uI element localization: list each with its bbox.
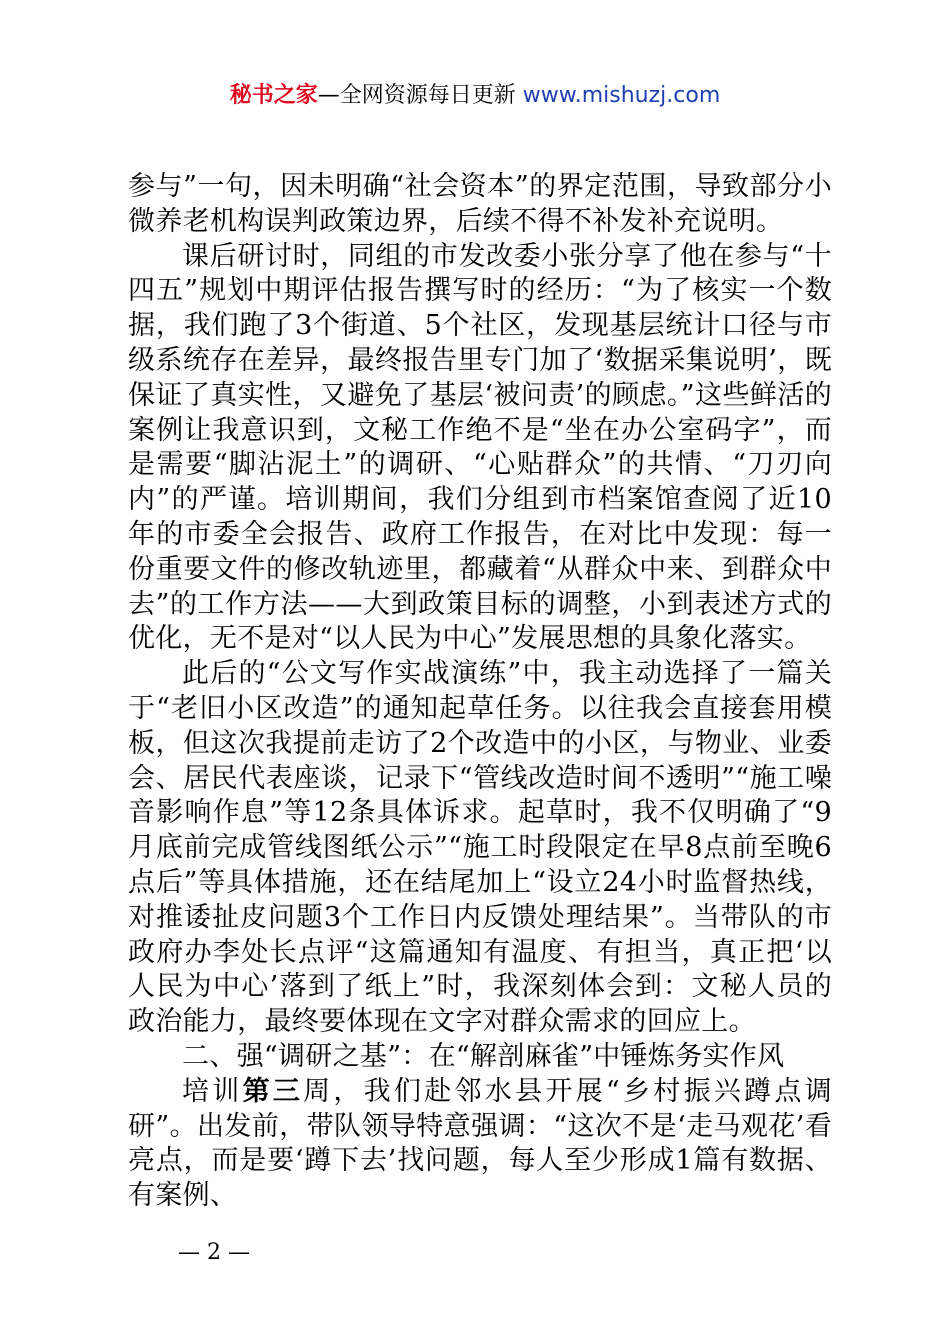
paragraph-4-lead: 培训 (182, 1075, 243, 1107)
paragraph-4-rest: 周，我们赴邻水县开展“乡村振兴蹲点调研”。出发前，带队领导特意强调：“这次不是‘走马观花’看亮点，而是要‘蹲下去’找问题，每人至少形成1篇有数据、有案例、 (128, 1075, 832, 1212)
document-body (128, 170, 832, 1214)
section-heading-2: 二、强“调研之基”：在“解剖麻雀”中锤炼务实作风 (182, 1040, 785, 1072)
paragraph-2: 课后研讨时，同组的市发改委小张分享了他在参与“十四五”规划中期评估报告撰写时的经历：“为了核实一个数据，我们跑了3个街道、5个社区，发现基层统计口径与市级系统存在差异，最终报告里专门加了‘数据采集说明’，既保证了真实性，又避免了基层‘被问责’的顾虑。”这些鲜活的案例让我意识到，文秘工作绝不是“坐在办公室码字”，而是需要“脚沾泥土”的调研、“心贴群众”的共情、“刀刃向内”的严谨。培训期间，我们分组到市档案馆查阅了近10年的市委全会报告、政府工作报告，在对比中发现：每一份重要文件的修改轨迹里，都藏着“从群众中来、到群众中去”的工作方法——大到政策目标的调整，小到表述方式的优化，无不是对“以人民为中心”发展思想的具象化落实。 (128, 240, 832, 655)
paragraph-3: 此后的“公文写作实战演练”中，我主动选择了一篇关于“老旧小区改造”的通知起草任务。以往我会直接套用模板，但这次我提前走访了2个改造中的小区，与物业、业委会、居民代表座谈，记录下“管线改造时间不透明”“施工噪音影响作息”等12条具体诉求。起草时，我不仅明确了“9月底前完成管线图纸公示”“施工时段限定在早8点前至晚6点后”等具体措施，还在结尾加上“设立24小时监督热线，对推诿扯皮问题3个工作日内反馈处理结果”。当带队的市政府办李处长点评“这篇通知有温度、有担当，真正把‘以人民为中心’落到了纸上”时，我深刻体会到：文秘人员的政治能力，最终要体现在文字对群众需求的回应上。 (128, 658, 832, 1038)
paragraph-1: 参与”一句，因未明确“社会资本”的界定范围，导致部分小微养老机构误判政策边界，后续不得不补发补充说明。 (128, 171, 832, 237)
site-header (0, 80, 950, 112)
page-number: — 2 — (178, 1240, 250, 1265)
paragraph-4-emphasis: 第三 (242, 1075, 304, 1107)
site-brand: 秘书之家 (229, 83, 318, 108)
paragraph-4 (128, 1075, 832, 1214)
site-tagline: —全网资源每日更新 (317, 83, 523, 108)
site-url-link[interactable]: www.mishuzj.com (522, 83, 721, 108)
